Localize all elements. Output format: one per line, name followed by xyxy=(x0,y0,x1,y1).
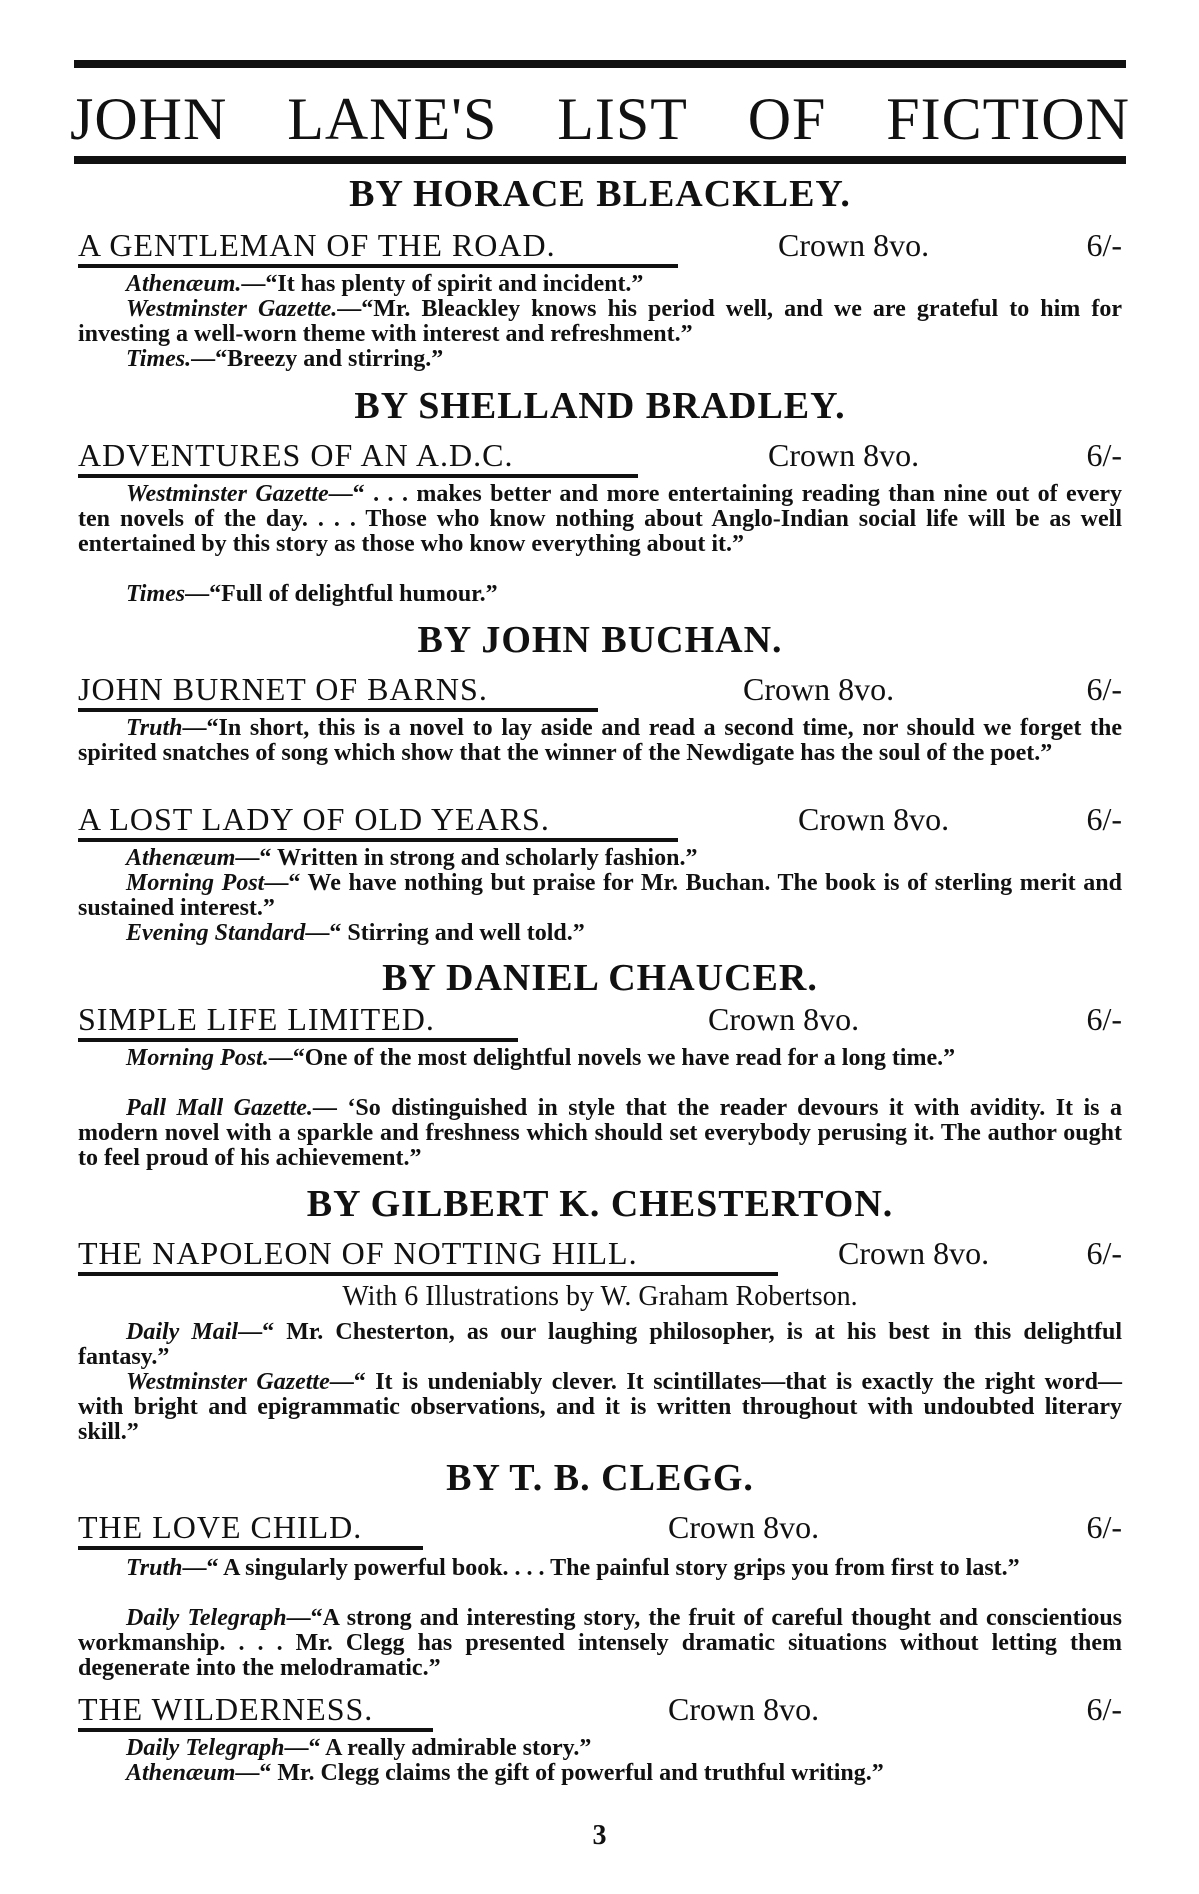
review-text: —“Breezy and stirring.” xyxy=(191,346,444,372)
book-title: A LOST LADY OF OLD YEARS. xyxy=(78,801,550,837)
author-heading: BY T. B. CLEGG. xyxy=(446,1457,754,1499)
title-underline xyxy=(78,1272,778,1276)
review-text: —“ A singularly powerful book. . . . The painful story grips you from first to last.” xyxy=(182,1555,1020,1581)
review-text: —“ It is undeniably clever. It scintillates—that is exactly the right word—with bright and epigrammatic observations, and it is written throughout with undoubted literary skill.” xyxy=(78,1369,1122,1445)
book-format: Crown 8vo. xyxy=(838,1235,990,1271)
review xyxy=(78,921,1122,946)
review-source: Morning Post xyxy=(126,870,265,896)
book-format: Crown 8vo. xyxy=(768,437,920,473)
review-source: Truth xyxy=(126,715,183,741)
book-title: JOHN BURNET OF BARNS. xyxy=(78,671,488,707)
review xyxy=(78,716,1122,766)
book-price: 6/- xyxy=(1086,437,1122,473)
review xyxy=(78,272,1122,297)
author-heading: BY SHELLAND BRADLEY. xyxy=(354,385,846,427)
review xyxy=(78,1736,1122,1761)
review xyxy=(78,1370,1122,1445)
review-source: Athenæum xyxy=(126,845,236,871)
book-format: Crown 8vo. xyxy=(743,671,895,707)
review-source: Westminster Gazette xyxy=(126,481,329,507)
review xyxy=(78,1606,1122,1681)
review xyxy=(78,1556,1122,1581)
review xyxy=(78,1046,1122,1071)
book-format: Crown 8vo. xyxy=(708,1001,860,1037)
review xyxy=(78,297,1122,347)
review xyxy=(78,871,1122,921)
review xyxy=(78,582,1122,607)
review xyxy=(78,1320,1122,1370)
review-source: Times xyxy=(126,581,186,607)
title-underline xyxy=(78,474,638,478)
title-underline xyxy=(78,1038,518,1042)
book-format: Crown 8vo. xyxy=(778,227,930,263)
review-text: —“It has plenty of spirit and incident.” xyxy=(241,271,644,297)
book-price: 6/- xyxy=(1086,1235,1122,1271)
review xyxy=(78,482,1122,557)
review-source: Athenæum xyxy=(126,1760,236,1786)
header-rule-bottom xyxy=(74,156,1126,164)
book-format: Crown 8vo. xyxy=(668,1509,820,1545)
review xyxy=(78,1761,1122,1786)
review-source: Athenæum. xyxy=(126,271,242,297)
book-price: 6/- xyxy=(1086,1691,1122,1727)
author-heading: BY JOHN BUCHAN. xyxy=(417,619,783,661)
review xyxy=(78,347,1122,372)
author-heading: BY DANIEL CHAUCER. xyxy=(382,957,818,999)
review-text: —“ A really admirable story.” xyxy=(284,1735,592,1761)
book-price: 6/- xyxy=(1086,1001,1122,1037)
review-source: Evening Standard xyxy=(126,920,306,946)
review-text: —“In short, this is a novel to lay aside and read a second time, nor should we forget the spirited snatches of song which show that the winner of the Newdigate has the soul of the poet.” xyxy=(78,715,1122,766)
book-price: 6/- xyxy=(1086,801,1122,837)
review-source: Times. xyxy=(126,346,192,372)
review-source: Morning Post. xyxy=(126,1045,269,1071)
review-source: Pall Mall Gazette. xyxy=(126,1095,313,1121)
review xyxy=(78,1096,1122,1171)
review-text: —“ . . . makes better and more entertaining reading than nine out of every ten novels of the day. . . . Those who know nothing about Anglo-Indian social life will be as well entertained by this story as those who know everything about it.” xyxy=(78,481,1123,557)
review-source: Truth xyxy=(126,1555,183,1581)
page-title xyxy=(70,84,1130,154)
book-title: THE WILDERNESS. xyxy=(78,1691,374,1727)
title-word: OF xyxy=(747,86,827,152)
title-underline xyxy=(78,1546,423,1550)
header-rule-top xyxy=(74,60,1126,68)
review-text: —“ Mr. Clegg claims the gift of powerful and truthful writing.” xyxy=(235,1760,884,1786)
title-word: FICTION xyxy=(886,86,1130,152)
book-format: Crown 8vo. xyxy=(668,1691,820,1727)
title-word: JOHN xyxy=(70,86,228,152)
book-title: THE NAPOLEON OF NOTTING HILL. xyxy=(78,1235,638,1271)
title-underline xyxy=(78,264,678,268)
review-text: — ‘So distinguished in style that the reader devours it with avidity. It is a modern novel with a sparkle and freshness which should set everybody perusing it. The author ought to feel proud of his achievement.” xyxy=(78,1095,1122,1171)
review-text: —“One of the most delightful novels we have read for a long time.” xyxy=(268,1045,956,1071)
review-text: —“Mr. Bleackley knows his period well, and we are grateful to him for investing a well-worn theme with interest and refreshment.” xyxy=(78,296,1122,347)
title-word: LANE'S xyxy=(287,86,498,152)
review xyxy=(78,846,1122,871)
book-format: Crown 8vo. xyxy=(798,801,950,837)
author-heading: BY HORACE BLEACKLEY. xyxy=(349,173,851,215)
review-source: Westminster Gazette xyxy=(126,1369,330,1395)
book-price: 6/- xyxy=(1086,671,1122,707)
book-title: ADVENTURES OF AN A.D.C. xyxy=(78,437,514,473)
title-underline xyxy=(78,838,678,842)
page-number: 3 xyxy=(592,1820,607,1851)
title-underline xyxy=(78,708,598,712)
book-price: 6/- xyxy=(1086,1509,1122,1545)
review-source: Daily Telegraph xyxy=(126,1605,287,1631)
title-underline xyxy=(78,1728,433,1732)
review-text: —“Full of delightful humour.” xyxy=(185,581,498,607)
review-text: —“ Written in strong and scholarly fashion.” xyxy=(235,845,698,871)
review-source: Daily Mail xyxy=(126,1319,239,1345)
review-text: —“ We have nothing but praise for Mr. Buchan. The book is of sterling merit and sustained interest.” xyxy=(78,870,1122,921)
book-price: 6/- xyxy=(1086,227,1122,263)
book-title: SIMPLE LIFE LIMITED. xyxy=(78,1001,435,1037)
review-source: Daily Telegraph xyxy=(126,1735,285,1761)
book-title: THE LOVE CHILD. xyxy=(78,1509,363,1545)
review-text: —“ Stirring and well told.” xyxy=(305,920,585,946)
author-heading: BY GILBERT K. CHESTERTON. xyxy=(306,1183,894,1225)
review-text: —“A strong and interesting story, the fruit of careful thought and conscientious workmanship. . . . Mr. Clegg has presented intensely dramatic situations without letting them degenerate into the melodramatic.” xyxy=(78,1605,1123,1681)
book-title: A GENTLEMAN OF THE ROAD. xyxy=(78,227,556,263)
review-source: Westminster Gazette. xyxy=(126,296,338,322)
title-word: LIST xyxy=(557,86,688,152)
illustrations-note: With 6 Illustrations by W. Graham Robertson. xyxy=(342,1281,858,1312)
review-text: —“ Mr. Chesterton, as our laughing philosopher, is at his best in this delightful fantasy.” xyxy=(78,1319,1122,1370)
